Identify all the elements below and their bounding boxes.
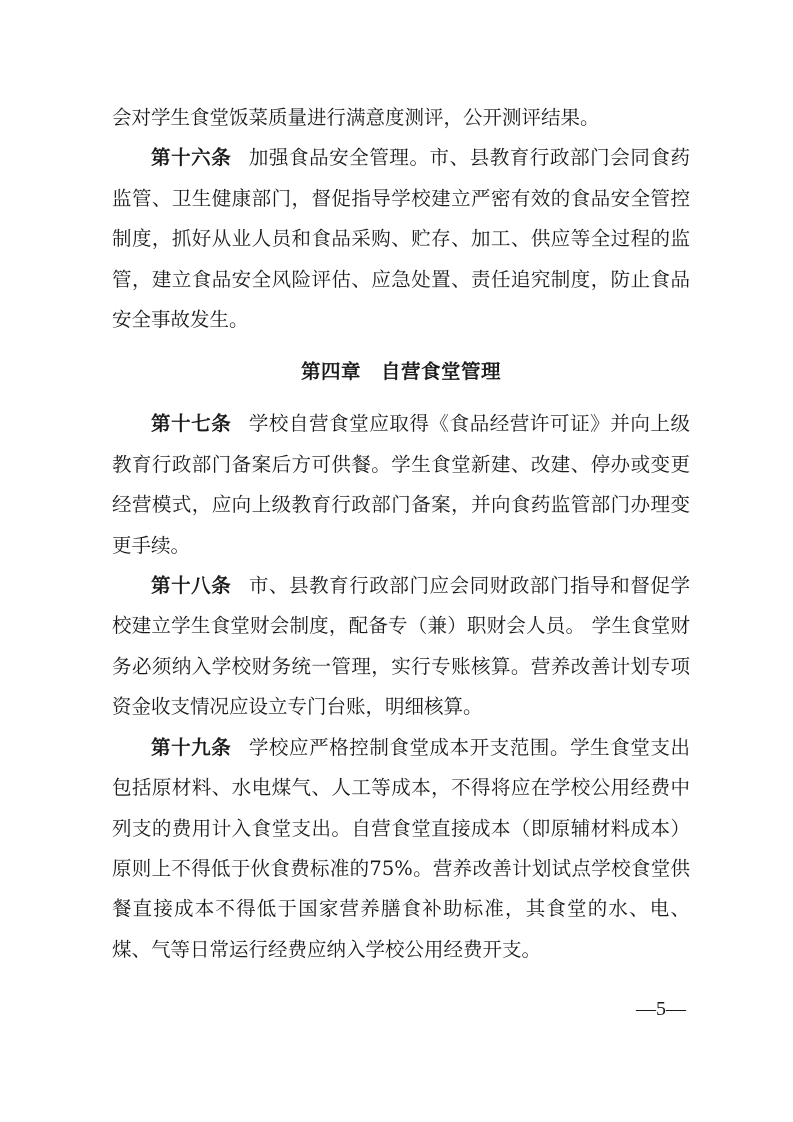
article-19 bbox=[112, 728, 690, 970]
article-16 bbox=[112, 138, 690, 340]
article-18 bbox=[112, 566, 690, 728]
continuation-paragraph: 会对学生食堂饭菜质量进行满意度测评，公开测评结果。 bbox=[112, 106, 600, 129]
article-17-label: 第十七条 bbox=[151, 412, 232, 436]
document-page bbox=[112, 98, 690, 970]
page-number: —5— bbox=[636, 998, 686, 1020]
article-17 bbox=[112, 404, 690, 566]
article-17-text: 学校自营食堂应取得《食品经营许可证》并向上级教育行政部门备案后方可供餐。学生食堂新建、改建、停办或变更经营模式，应向上级教育行政部门备案，并向食药监管部门办理变更手续。 bbox=[112, 412, 690, 557]
chapter-heading: 第四章 自营食堂管理 bbox=[300, 360, 501, 384]
article-16-label: 第十六条 bbox=[151, 146, 232, 170]
article-19-text: 学校应严格控制食堂成本开支范围。学生食堂支出包括原材料、水电煤气、人工等成本，不得将应在学校公用经费中列支的费用计入食堂支出。自营食堂直接成本（即原辅材料成本）原则上不得低于伙食费标准的75%。营养改善计划试点学校食堂供餐直接成本不得低于国家营养膳食补助标准，其食堂的水、电、煤、气等日常运行经费应纳入学校公用经费开支。 bbox=[112, 735, 690, 961]
article-18-text: 市、县教育行政部门应会同财政部门指导和督促学校建立学生食堂财会制度，配备专（兼）职财会人员。 学生食堂财务必须纳入学校财务统一管理，实行专账核算。营养改善计划专项资金收支情况应设立专门台账，明细核算。 bbox=[112, 574, 690, 719]
article-18-label: 第十八条 bbox=[151, 574, 232, 598]
article-16-text: 加强食品安全管理。市、县教育行政部门会同食药监管、卫生健康部门，督促指导学校建立严密有效的食品安全管控制度，抓好从业人员和食品采购、贮存、加工、供应等全过程的监管，建立食品安全风险评估、应急处置、责任追究制度，防止食品安全事故发生。 bbox=[112, 146, 690, 332]
article-19-label: 第十九条 bbox=[151, 735, 232, 759]
